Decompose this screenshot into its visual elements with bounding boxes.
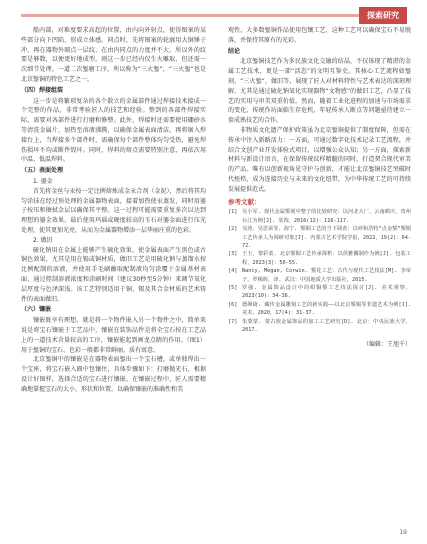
section-heading: 结论	[228, 47, 241, 55]
body-paragraph: 观性。大多数錾铜作品使用包镶工艺，这种工艺可以确保宝石不易脱落，并保持其原有的光彩。	[228, 27, 411, 44]
subheading: 2. 做旧	[33, 236, 53, 244]
references-list	[228, 208, 411, 334]
body-paragraph: 北京錾铜中的镶嵌是在器物表面錾出一个宝石槽，或单独焊出一个宝座，将宝石嵌入圈中包镶住，具体步骤如下：打磨抛光石，根据设计好图样，选择合适的宝石进行镶嵌。在镶嵌过程中，匠人需要精确地掌握宝石的大小、形状和位置，以确保镶嵌的准确性和美	[21, 356, 206, 393]
editor-credit: （编辑：王旭千）	[362, 341, 411, 349]
body-paragraph: 这一步是将繁琐复杂的各个散立的金属部件通过焊接技术接成一个完整的作品，非常考验匠人的技艺和经验。整到的各部件焊接实际，需要对各部件进行打磨和修整。此外，焊接时还需要使用硼砂水等清洗金属片，加热至溶液沸腾，以确保金属表面清洁，再将锯入焊接台上，当焊接多个部件时，需确保每个部件整体均匀受热，避免焊伤损坏不均或断件毁坏。同时，焊料的熔点需要特别注意，再依次用中温、低温焊料。	[21, 97, 206, 164]
body-paragraph: 船内部，对难度要求高起的位置，由内向外射点，使得图案的某些部分向下凹陷，形成立体感。同点时，先将图案的轮廓用大铜锤子冲，再在器物外圈点一层纹，在由内同点的力度并不大，所以外的纹要是够数，以便更好地成型。则这一步已经内仅生火雕取，但还需一次细节处理。一道二次錾磨工序，所以称为“三火錾”，“三火錾”也是北京錾铜的特色工艺之一。	[21, 27, 206, 83]
section-heading: （五）表面处理	[21, 167, 64, 175]
body-paragraph: 硫化钠用在金属上能够产生硫化效果，使金属表面产生黑色或古铜色效果，尤其是用在锡或铜材质，做旧工艺是用硫化钠与蒸馏水按比例配制的溶液，并使用手毛刷蘸取配制液均匀涂覆于金属基材表面，通过控制溶液浓度和涂刷时间（建议30秒至5分钟）来调节氧化层厚度与色泽深浅。该工艺特别适用于铜、锡及其合金材质的艺术铸件的表面做旧。	[21, 246, 206, 303]
reference-item: [2] 吴涛，吴思荣等，海宁. 錾铜工艺的当下调查：以呼和浩特“点金錾”錾铜工艺传承人为调研对象[J]. 内蒙古艺术学院学报，2022，19(2)：64-72.	[228, 226, 411, 249]
subheading: 1. 鎏金	[33, 177, 53, 185]
reference-item: [6] 德颜绮. 藏传金属雕刻工艺的新实践——以北京錾铜等非遗艺术为例[J]. 美术，2020，17(4)：31-37.	[228, 301, 411, 317]
reference-item: [5] 罗强. 金属饰品设计中的绀铜錾工艺技法探讨[J]. 美术观察，2023(10)：34-36.	[228, 285, 411, 300]
references-heading: 参考文献：	[228, 197, 261, 206]
body-paragraph: 首先将金丝与汞按一定比例熔炼成金汞合剂（金泥），然后将其均匀涂抹在经过预处理的金属器物表面，接着加热使汞蒸发，同时用鎏子按压和擦拭金层以确保其平整。这一过程可能需要重复多次以达到理想的鎏金效果。最后使用玛瑙或硬度较高的玉石对鎏金面进行压光处理，使其更加光亮，从而为金属器物增添一层华丽庄重的色彩。	[21, 187, 206, 234]
body-paragraph: 非物质文化遗产保护政策虽为北京錾铜提供了制度保障，但需在传承中注入新路活力：一方面，可通过数字化技术记录工艺流程，并结合文创产业开发体验式项目，以增强公众认知；另一方面，探索新材料与新设计语言，在保留传统纹样精髓的同时，打造契合现代审美的产品。唯有以创新视角见守护与创新，才能让北京錾铜技艺突破时代桎梏，成为连接历史与未来的文化纽带，为中华传统工艺的可持续发展提供范式。	[228, 126, 411, 193]
reference-item: [7] 朱蒙蒙. 蒙古族金属饰品的加工工艺研究[D]. 北京：中央民族大学，2017.	[228, 318, 411, 334]
body-paragraph: 北京錾铜技艺作为多民族文化交融的结晶，不仅体现了精湛的金属工艺技术，更是一部“活态”的文明互鉴史。其核心工艺流程如錾刻、“三火錾”、做旧等，展现了匠人对材料特性与艺术表达的深刻理解，尤其是通过硫化钠氧化实现器物“文物感”的做旧工艺，凸显了技艺的实用与审美双重价值。然而，随着工业化进程的加速与市场需求的变化，传统作坊面临生存危机，年轻传承人断点等问题亟待建立一套成熟技艺的合作。	[228, 58, 411, 125]
page-number: 19	[399, 529, 407, 536]
left-column	[21, 26, 206, 394]
section-tag: 探索研究	[359, 7, 407, 24]
reference-item: [4] Nancy, Megan, Corwin. 錾花工艺：古代与现代工艺技法[M]. 李帝子，罗稀晖，译. 武汉：中国地质大学出版社，2015.	[228, 268, 411, 283]
section-heading: （六）镶嵌	[21, 306, 52, 314]
right-column	[228, 26, 411, 350]
reference-item: [1] 吴小军. 现代金属錾刻中整子的比较研究：以河北大厂、云南鹤庆、贵州台江为例[J]. 装饰，2016(12)：116-117.	[228, 209, 411, 224]
header-line	[21, 14, 361, 17]
reference-item: [3] 王玉，黎彩柔. 北京錾铜工艺传承探析：以侯雅馨制作为例[J]. 包装工程，2023(3)：50-55.	[228, 251, 411, 266]
section-heading: （四）焊接组装	[21, 86, 64, 94]
body-paragraph: 镶嵌既享有理想，就是将一个物件嵌入另一个物件之中，简单来说是将宝石镶嵌于工艺品中，镶嵌在装饰品件是将全宝石按在工艺品上的一道技术含量较高的工序，镶嵌能起到画龙点睛的作用。（图1）用于錾铜的宝石、色彩一般都非常鲜丽，质有寓意。	[21, 317, 206, 354]
